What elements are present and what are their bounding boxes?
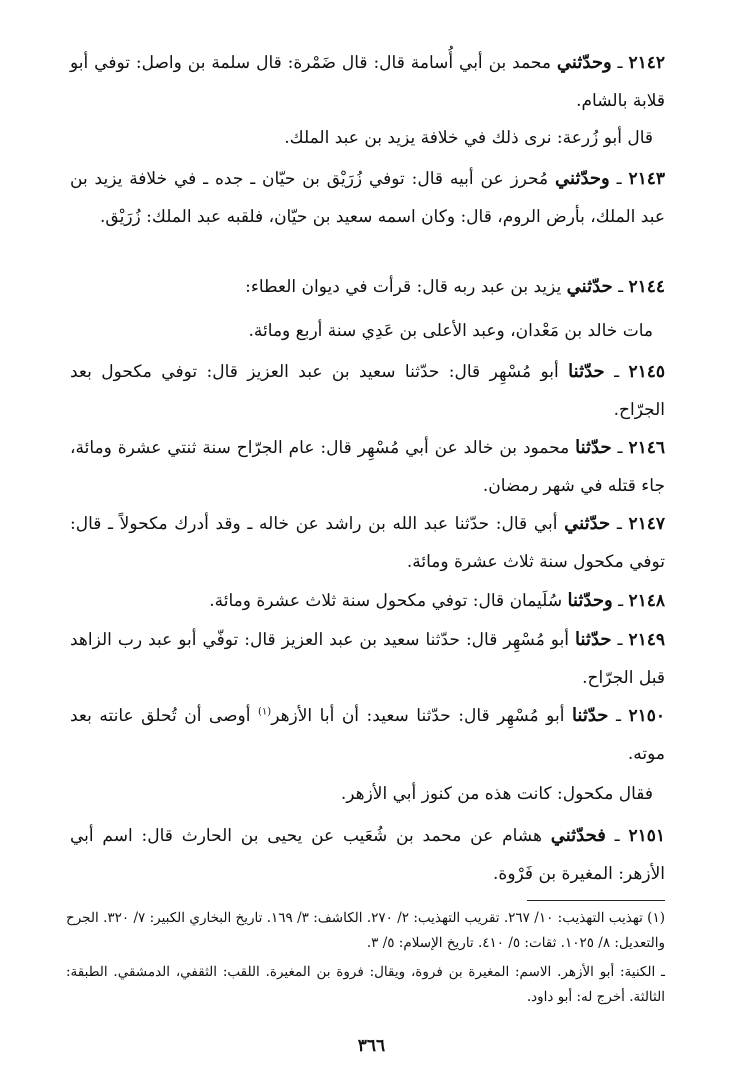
hadith-number: ٢١٥٠: [628, 706, 665, 726]
narration-keyword: حدّثنا: [568, 361, 605, 382]
hadith-number: ٢١٤٥: [628, 362, 666, 382]
page-number: ٣٦٦: [357, 1036, 386, 1056]
hadith-number: ٢١٤٦: [628, 438, 665, 458]
hadith-text: أبو مُسْهِر قال: حدّثنا سعيد بن عبد العزيز قال: توفّي أبو عبد رب الزاهد قبل الجرّاح.: [70, 630, 665, 688]
narration-keyword: وحدّثني: [556, 52, 612, 73]
hadith-2142: ٢١٤٢ ـ وحدّثني محمد بن أبي أُسامة قال: قال ضَمْرة: قال سلمة بن واصل: توفي أبو قلابة بالشام.: [70, 52, 665, 111]
commentary-line: [70, 775, 653, 813]
hadith-text: يزيد بن عبد ربه قال: قرأت في ديوان العطاء:: [245, 277, 562, 297]
hadith-text: أبو مُسْهِر قال: حدّثنا سعيد: أن أبا الأزهر: [271, 706, 565, 726]
hadith-2151: ٢١٥١ ـ فحدّثني هشام عن محمد بن شُعَيب عن يحيى بن الحارث قال: اسم أبي الأزهر: المغيرة بن فَرْوة.: [70, 825, 665, 884]
footnote-marker: (١): [258, 706, 272, 718]
hadith-text: سُلَيمان قال: توفي مكحول سنة ثلاث عشرة ومائة.: [209, 591, 563, 611]
commentary-text: فقال مكحول: كانت هذه من كنوز أبي الأزهر.: [340, 784, 653, 804]
hadith-number: ٢١٥١: [628, 826, 665, 846]
hadith-2149: ٢١٤٩ ـ حدّثنا أبو مُسْهِر قال: حدّثنا سعيد بن عبد العزيز قال: توفّي أبو عبد رب الزاهد قبل الجرّاح.: [70, 629, 666, 688]
narration-keyword: وحدّثني: [555, 168, 610, 189]
hadith-text: محمود بن خالد عن أبي مُسْهِر قال: عام الجرّاح سنة ثنتي عشرة ومائة، جاء قتله في شهر رمضان.: [70, 438, 665, 496]
hadith-text: هشام عن محمد بن شُعَيب عن يحيى بن الحارث قال: اسم أبي الأزهر: المغيرة بن فَرْوة.: [70, 826, 665, 884]
hadith-text: محمد بن أبي أُسامة قال: قال ضَمْرة: قال سلمة بن واصل: توفي أبو قلابة بالشام.: [70, 53, 665, 111]
hadith-2146: ٢١٤٦ ـ حدّثنا محمود بن خالد عن أبي مُسْهِر قال: عام الجرّاح سنة ثنتي عشرة ومائة، جاء قتله في شهر رمضان.: [70, 437, 665, 496]
narration-keyword: حدّثنا: [575, 437, 612, 458]
commentary-line: [70, 312, 653, 350]
footnote-text: (١) تهذيب التهذيب: ١٠/ ٢٦٧. تقريب التهذيب: ٢/ ٢٧٠. الكاشف: ٣/ ١٦٩. تاريخ البخاري الكبير: ٧/ ٣٢٠. الجرح والتعديل: ٨/ ١٠٢٥. ثقات: ٥/ ٤١٠. تاريخ الإسلام: ٥/ ٣.: [66, 910, 665, 951]
commentary-line: [70, 119, 653, 157]
hadith-number: ٢١٤٤: [628, 277, 665, 297]
narration-keyword: فحدّثني: [550, 825, 606, 846]
hadith-2145: ٢١٤٥ ـ حدّثنا أبو مُسْهِر قال: حدّثنا سعيد بن عبد العزيز قال: توفي مكحول بعد الجرّاح.: [70, 361, 666, 420]
narration-keyword: حدّثنا: [575, 629, 612, 650]
narration-keyword: حدّثنا: [571, 705, 609, 726]
hadith-2148: ٢١٤٨ ـ وحدّثنا سُلَيمان قال: توفي مكحول سنة ثلاث عشرة ومائة.: [209, 590, 665, 611]
hadith-2144: ٢١٤٤ ـ حدّثني يزيد بن عبد ربه قال: قرأت في ديوان العطاء:: [245, 276, 665, 297]
hadith-2150: ٢١٥٠ ـ حدّثنا أبو مُسْهِر قال: حدّثنا سعيد: أن أبا الأزهر$^{(١)}$ أوصى أن تُحلق عانته بعد موته.: [70, 705, 665, 764]
hadith-number: ٢١٤٨: [628, 591, 665, 611]
hadith-text: أبو مُسْهِر قال: حدّثنا سعيد بن عبد العزيز قال: توفي مكحول بعد الجرّاح.: [70, 362, 665, 420]
footnote-text: ـ الكنية: أبو الأزهر. الاسم: المغيرة بن فروة، ويقال: فروة بن المغيرة. اللقب: الثقفي، الدمشقي. الطبقة: الثالثة. أخرج له: أبو داود.: [66, 964, 665, 1005]
hadith-2147: ٢١٤٧ ـ حدّثني أبي قال: حدّثنا عبد الله بن راشد عن خاله ـ وقد أدرك مكحولاً ـ قال: توفي مكحول سنة ثلاث عشرة ومائة.: [70, 513, 666, 572]
hadith-number: ٢١٤٩: [628, 630, 666, 650]
narration-keyword: وحدّثنا: [567, 590, 613, 611]
hadith-text: أبي قال: حدّثنا عبد الله بن راشد عن خاله ـ وقد أدرك مكحولاً ـ قال: توفي مكحول سنة ثلاث عشرة ومائة.: [70, 514, 665, 572]
footnote-1: [66, 906, 665, 956]
commentary-text: مات خالد بن مَعْدان، وعبد الأعلى بن عَدِي سنة أربع ومائة.: [248, 321, 653, 341]
hadith-number: ٢١٤٣: [628, 169, 666, 189]
hadith-number: ٢١٤٧: [628, 514, 666, 534]
footnote-separator: [527, 900, 665, 901]
commentary-text: قال أبو زُرعة: نرى ذلك في خلافة يزيد بن عبد الملك.: [284, 128, 653, 148]
narration-keyword: حدّثني: [564, 513, 611, 534]
footnote-1-details: [66, 960, 665, 1010]
narration-keyword: حدّثني: [566, 276, 613, 297]
hadith-text: مُحرز عن أبيه قال: توفي زُرَيْق بن حيّان ـ جده ـ في خلافة يزيد بن عبد الملك، بأرض الروم، قال: وكان اسمه سعيد بن حيّان، فلقبه عبد الملك: زُرَيْق.: [70, 169, 665, 227]
hadith-2143: ٢١٤٣ ـ وحدّثني مُحرز عن أبيه قال: توفي زُرَيْق بن حيّان ـ جده ـ في خلافة يزيد بن عبد الملك، بأرض الروم، قال: وكان اسمه سعيد بن حيّان، فلقبه عبد الملك: زُرَيْق.: [70, 168, 666, 227]
hadith-number: ٢١٤٢: [628, 53, 665, 73]
hadith-text-continued: أوصى أن تُحلق عانته بعد موته.: [70, 706, 665, 764]
